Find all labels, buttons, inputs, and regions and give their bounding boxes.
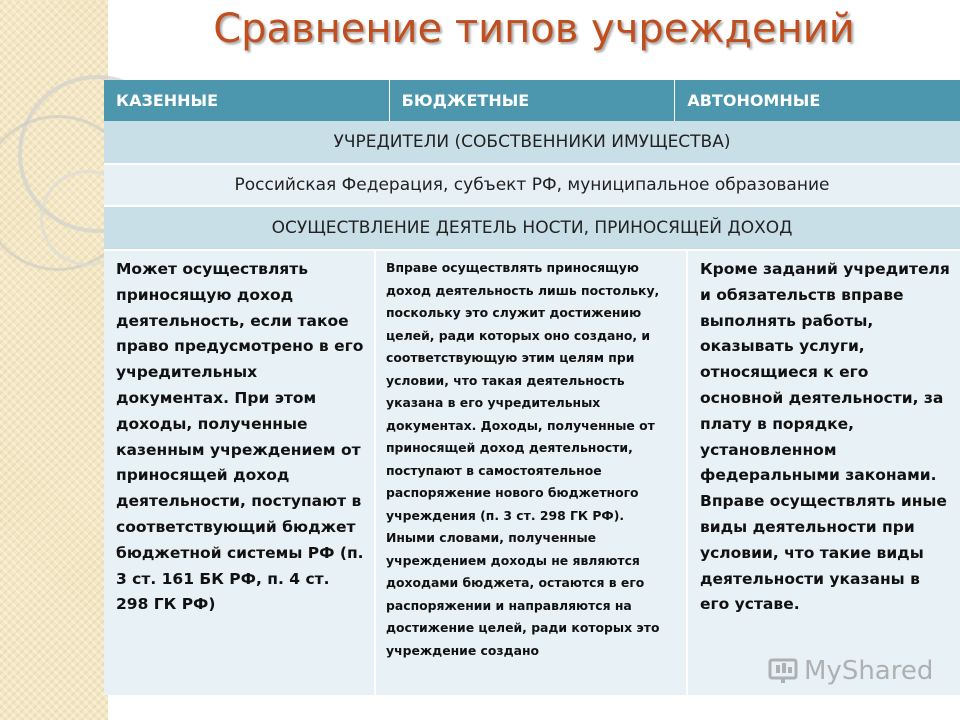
founders-value-row: Российская Федерация, субъект РФ, муниципальное образование xyxy=(104,165,960,207)
header-kazennye: КАЗЕННЫЕ xyxy=(104,80,390,121)
decorative-side-strip xyxy=(0,0,108,720)
watermark xyxy=(768,656,933,686)
founders-heading-row: УЧРЕДИТЕЛИ (СОБСТВЕННИКИ ИМУЩЕСТВА) xyxy=(104,121,960,165)
cell-byudzhetnye: Вправе осуществлять приносящую доход деятельность лишь постольку, поскольку это служит достижению целей, ради которых оно создано, и соответствующую этим целям при условии, что такая деятельность указана в его учредительных документах. Доходы, полученные от приносящей доход деятельности, поступают в самостоятельное распоряжение нового бюджетного учреждения (п. 3 ст. 298 ГК РФ). Иными словами, полученные учреждением доходы не являются доходами бюджета, остаются в его распоряжении и направляются на достижение целей, ради которых это учреждение создано xyxy=(376,251,688,695)
slide-title: Сравнение типов учреждений xyxy=(213,6,855,52)
myshared-logo-icon xyxy=(768,656,798,686)
table-header xyxy=(104,80,960,121)
description-row xyxy=(104,251,960,695)
comparison-table xyxy=(104,80,960,692)
watermark-text: MyShared xyxy=(804,656,934,686)
cell-avtonomnye: Кроме заданий учредителя и обязательств вправе выполнять работы, оказывать услуги, относящиеся к его основной деятельности, за плату в порядке, установленном федеральными законами. Вправе осуществлять иные виды деятельности при условии, что такие виды деятельности указаны в его уставе. xyxy=(700,260,950,614)
header-byudzhetnye: БЮДЖЕТНЫЕ xyxy=(390,80,676,121)
cell-kazennye: Может осуществлять приносящую доход деятельность, если такое право предусмотрено в его учредительных документах. При этом доходы, полученные казенным учреждением от приносящей доход деятельности, поступают в соответствующий бюджет бюджетной системы РФ (п. 3 ст. 161 БК РФ, п. 4 ст. 298 ГК РФ) xyxy=(104,251,376,695)
income-activity-heading-row: ОСУЩЕСТВЛЕНИЕ ДЕЯТЕЛЬ НОСТИ, ПРИНОСЯЩЕЙ ДОХОД xyxy=(104,207,960,251)
header-avtonomnye: АВТОНОМНЫЕ xyxy=(687,91,821,110)
